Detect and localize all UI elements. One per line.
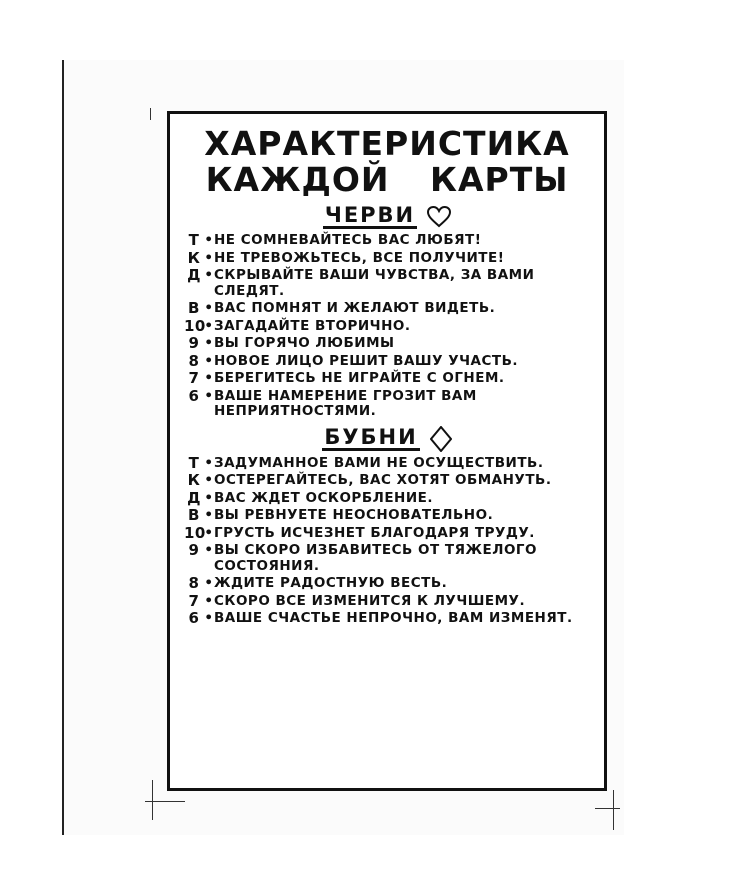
list-item <box>184 248 590 267</box>
diamonds-list <box>184 453 590 627</box>
bullet-dot-icon: • <box>204 232 214 248</box>
list-item <box>184 611 590 627</box>
list-item <box>184 301 590 317</box>
list-item <box>184 316 590 335</box>
card-rank: К <box>187 471 201 489</box>
card-meaning: НОВОЕ ЛИЦО РЕШИТ ВАШУ УЧАСТЬ. <box>214 352 518 369</box>
card-meaning: СКРЫВАЙТЕ ВАШИ ЧУВСТВА, ЗА ВАМИ СЛЕДЯТ. <box>214 267 535 299</box>
section-diamonds <box>184 426 590 627</box>
card-meaning: ОСТЕРЕГАЙТЕСЬ, ВАС ХОТЯТ ОБМАНУТЬ. <box>214 472 552 488</box>
bullet-dot-icon: • <box>204 472 214 488</box>
list-item <box>184 591 590 610</box>
list-item <box>184 233 590 249</box>
card-rank: 10 <box>184 523 206 542</box>
bullet-dot-icon: • <box>204 542 214 558</box>
card-rank: 8 <box>188 351 200 370</box>
card-rank: Т <box>188 231 200 249</box>
hearts-list <box>184 233 590 420</box>
list-item <box>184 268 590 299</box>
card-rank: В <box>188 299 200 317</box>
card-rank: В <box>188 506 200 524</box>
card-meaning: БЕРЕГИТЕСЬ НЕ ИГРАЙТЕ С ОГНЕМ. <box>214 370 505 386</box>
bullet-dot-icon: • <box>204 592 214 609</box>
title-line-2: КАЖДОЙ КАРТЫ <box>205 160 569 199</box>
fortune-card <box>167 111 607 791</box>
card-meaning: СКОРО ВСЕ ИЗМЕНИТСЯ К ЛУЧШЕМУ. <box>214 592 526 609</box>
card-rank: 6 <box>188 386 200 405</box>
card-meaning: ЗАДУМАННОЕ ВАМИ НЕ ОСУЩЕСТВИТЬ. <box>214 454 544 471</box>
crop-mark <box>145 801 185 802</box>
list-item <box>184 473 590 489</box>
crop-mark <box>152 780 153 820</box>
card-rank: 7 <box>188 591 200 610</box>
card-meaning: ВАС ЖДЕТ ОСКОРБЛЕНИЕ. <box>214 489 433 506</box>
card-rank: 6 <box>188 609 200 627</box>
card-meaning: НЕ ТРЕВОЖЬТЕСЬ, ВСЕ ПОЛУЧИТЕ! <box>214 249 505 266</box>
list-item <box>184 508 590 524</box>
list-item <box>184 543 590 574</box>
bullet-dot-icon: • <box>204 575 214 591</box>
bullet-dot-icon: • <box>204 300 214 316</box>
card-meaning: ВАШЕ СЧАСТЬЕ НЕПРОЧНО, ВАМ ИЗМЕНЯТ. <box>214 610 573 626</box>
card-meaning: ГРУСТЬ ИСЧЕЗНЕТ БЛАГОДАРЯ ТРУДУ. <box>214 524 535 541</box>
card-meaning: ЖДИТЕ РАДОСТНУЮ ВЕСТЬ. <box>214 575 448 591</box>
bullet-dot-icon: • <box>204 249 214 266</box>
list-item <box>184 523 590 542</box>
bullet-dot-icon: • <box>204 610 214 626</box>
card-rank: 7 <box>188 369 200 387</box>
card-meaning: ЗАГАДАЙТЕ ВТОРИЧНО. <box>214 317 411 334</box>
card-rank: 9 <box>188 334 200 352</box>
card-rank: Д <box>187 266 201 284</box>
section-hearts <box>184 204 590 420</box>
card-rank: К <box>187 248 201 267</box>
list-item <box>184 488 590 507</box>
card-rank: Д <box>187 488 201 507</box>
card-meaning: ВЫ СКОРО ИЗБАВИТЕСЬ ОТ ТЯЖЕЛОГО СОСТОЯНИЯ. <box>214 542 538 574</box>
bullet-dot-icon: • <box>204 352 214 369</box>
crop-mark <box>595 808 620 809</box>
card-rank: 9 <box>188 541 200 559</box>
card-rank: Т <box>188 453 200 472</box>
card-rank: 10 <box>184 316 206 335</box>
bullet-dot-icon: • <box>204 370 214 386</box>
bullet-dot-icon: • <box>204 507 214 523</box>
page-title <box>184 126 590 198</box>
bullet-dot-icon: • <box>204 267 214 283</box>
list-item <box>184 386 590 420</box>
bullet-dot-icon: • <box>204 524 214 541</box>
crop-mark <box>613 790 614 830</box>
card-meaning: НЕ СОМНЕВАЙТЕСЬ ВАС ЛЮБЯТ! <box>214 232 482 248</box>
card-meaning: ВАШЕ НАМЕРЕНИЕ ГРОЗИТ ВАМ НЕПРИЯТНОСТЯМИ. <box>214 387 477 419</box>
list-item <box>184 576 590 592</box>
suit-name-diamonds: БУБНИ <box>324 425 418 449</box>
card-meaning: ВЫ ГОРЯЧО ЛЮБИМЫ <box>214 335 395 351</box>
suit-name-hearts: ЧЕРВИ <box>324 203 416 227</box>
suit-header-hearts <box>184 204 590 229</box>
list-item <box>184 371 590 387</box>
card-meaning: ВЫ РЕВНУЕТЕ НЕОСНОВАТЕЛЬНО. <box>214 507 494 523</box>
diamond-outline-icon <box>430 426 452 452</box>
bullet-dot-icon: • <box>204 387 214 404</box>
bullet-dot-icon: • <box>204 335 214 351</box>
card-rank: 8 <box>188 574 200 592</box>
bullet-dot-icon: • <box>204 489 214 506</box>
list-item <box>184 336 590 352</box>
heart-outline-icon <box>427 206 451 228</box>
bullet-dot-icon: • <box>204 454 214 471</box>
card-meaning: ВАС ПОМНЯТ И ЖЕЛАЮТ ВИДЕТЬ. <box>214 300 496 316</box>
list-item <box>184 351 590 370</box>
bullet-dot-icon: • <box>204 317 214 334</box>
suit-header-diamonds <box>184 426 590 452</box>
list-item <box>184 453 590 472</box>
title-line-1: ХАРАКТЕРИСТИКА <box>204 124 570 163</box>
paper-mark <box>150 108 151 120</box>
